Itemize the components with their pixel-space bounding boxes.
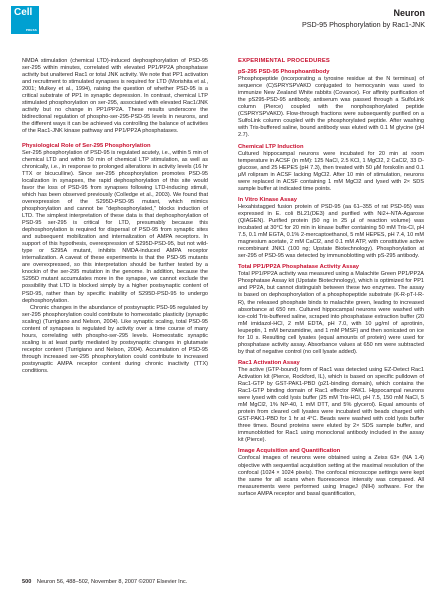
cell-press-logo xyxy=(11,6,39,34)
subsection-text: Total PP1/PP2A activity was measured using a Malachite Green PP1/PP2A Phosphatase Assay kit (Upstate Biotechnology), which is optimized for PP1 and PP2A, but cannot distinguish between these two enzymes. The assay is based on dephosphorylation of a phosphopeptide substrate (K-R-pT-I-R-R), the released phosphate binds to malachite green, leading to increased absorbance at 650 nm. Cultured hippocampal neurons were washed with ice-cold Tris-buffered saline, scraped into phosphatase extraction buffer (20 mM imidazol-HCl, 2 mM EDTA, pH 7.0, with 10 μg/ml of aprotinin, leupeptin, 1 mM benzamidine, and 1 mM PMSF) and then sonicated on ice for 10 s. Resulting cell lysates (equal amounts of protein) were used for phosphatase activity assay. Absorbance values at 650 nm were subtracted by that of negative control (no cell lysate added). xyxy=(238,271,424,355)
subsection-heading: Rac1 Activation Assay xyxy=(238,359,300,366)
journal-name: Neuron xyxy=(393,8,425,18)
subsection-heading: Total PP1/PP2A Phosphatase Activity Assay xyxy=(238,264,360,271)
page-footer xyxy=(22,579,187,585)
subsection-text: Hexahistagged fusion protein of PSD-95 (aa 61–355 of rat PSD-95) was expressed in E. coli BL21(DE3) and purified with Ni2+-NTA-Agarose (QIAGEN). Purified protein (50 ng in 25 μl of reaction volume) was incubated at 30°C for 20 min in kinase buffer containing 50 mM Tris-Cl, pH 7.5, 0.1 mM EGTA, 0.1% 2-mercaptoethanol, 5 mM HEPES, pH 7.4, 10 mM magnesium acetate, 2 mM CaCl2, and 0.1 mM ATP, with constitutive active recombinant JNK1 (100 ng; Upstate Biotechnology). Phosphorylation at ser-295 of PSD-95 was detected by immunoblotting with pS-295 antibody. xyxy=(238,203,424,260)
subsection-heading: In Vitro Kinase Assay xyxy=(238,196,297,203)
left-paragraph-2: Ser-295 phosphorylation of PSD-95 is regulated acutely, i.e., within 5 min of chemical LTD and within 50 min of chemical LTP stimulation, as well as chronically, i.e., in response to prolonged alterations in activity levels (16 hr TTX or bicuculline). Since ser-295 phosphorylation promotes PSD-95 localization in synapses, the rapid dephosphorylation of this site would favor the loss of PSD-95 from synapses following LTD-inducing stimuli, which has been observed previously (Colledge et al., 2003). We found that overexpression of the S295D-PSD-95 mutant, which mimics phosphorylation and cannot be "dephosphorylated," blocks induction of LTD. The simplest interpretation of these data is that dephosphorylation of PSD-95 ser-295 is critical for LTD, presumably because this dephosphorylation is required for dispersal of PSD-95 from synaptic sites and subsequent mobilization and internalization of AMPA receptors. In support of this hypothesis, overexpression of S295D-PSD-95, but not wild-type or S295A mutant, inhibits NMDA-induced AMPA receptor internalization. A caveat of these experiments is that the PSD-95 mutants are overexpressed, so this interpretation should be further tested by a knockin of the ser-295 mutation in the genome. In addition, because the S295D mutant accumulates more in the synapse, we cannot exclude the possibility that LTD is blocked simply by a higher postsynaptic content of PSD-95, rather than by specific inability of S295D-PSD-95 to undergo dephosphorylation. xyxy=(22,149,208,304)
subsection-heading: Image Acquisition and Quantification xyxy=(238,448,341,455)
running-title: PSD-95 Phosphorylation by Rac1-JNK xyxy=(301,20,425,29)
subsection-text: Confocal images of neurons were obtained using a Zeiss 63× (NA 1.4) objective with sequential acquisition setting at the maximal resolution of the confocal (1024 × 1024 pixels). The confocal microscope settings were kept the same for all scans when fluorescence intensity was compared. All measurements were performed using ImageJ (NIH) software. For the surface AMPA receptor and basal quantification, xyxy=(238,455,424,497)
left-paragraph-3: Chronic changes in the abundance of postsynaptic PSD-95 regulated by ser-295 phosphorylation could contribute to homeostatic plasticity (synaptic scaling) (Turrigiano and Nelson, 2004). Like synaptic scaling, total PSD-95 content of synapses is regulated by activity over a time course of many hours, correlating with phospho-ser-295 levels. Homeostatic synaptic scaling is at least partly mediated by postsynaptic changes in glutamate receptor content (Turrigiano and Nelson, 2004). Accumulation of PSD-95 through increased ser-295 phosphorylation could contribute to increased postsynaptic AMPA receptor content during chronic inactivity (TTX) conditions. xyxy=(22,304,208,375)
citation: Neuron 56, 488–502, November 8, 2007 ©2007 Elsevier Inc. xyxy=(36,579,188,585)
page-number: 500 xyxy=(22,579,32,585)
left-column xyxy=(22,58,208,375)
subsection-text: Cultured hippocampal neurons were incubated for 20 min at room temperature in ACSF (in mM): 125 NaCl, 2.5 KCl, 1 MgCl2, 2 CaCl2, 33 D-glucose, and 25 HEPES (pH 7.3), then treated with 50 μM forskolin and 0.1 μM rolipram in ACSF lacking MgCl2. After 10 min of stimulation, neurons were replaced in ACSF containing 1 mM MgCl2 and lysed with 2× SDS sample buffer at indicated time points. xyxy=(238,150,424,192)
experimental-procedures-title: EXPERIMENTAL PROCEDURES xyxy=(238,58,330,64)
right-column xyxy=(238,58,424,498)
logo-text: Cell xyxy=(14,7,33,18)
subsection-text: Phosphopeptide (incorporating a tyrosine residue at the N terminus) of sequence (C)SPRYSPVAKD conjugated to hemocyanin was used to immunize New Zealand White rabbits (Covance). For affinity purification of the pS295-PSD-95 antibody, antiserum was passed through a SulfoLink column (Pierce) coupled with the nonphosphorylated peptide (CSPRYSPVAKD). Flow-through fractions were subsequently purified on a SulfoLink column coupled with the phosphorylated peptide. After washing with Tris-buffered saline, bound antibody was eluted with 0.1 M glycine (pH 2.7). xyxy=(238,76,424,139)
logo-press-text: PRESS xyxy=(25,28,37,32)
left-section-heading: Physiological Role of Ser-295 Phosphorylation xyxy=(22,142,151,149)
left-paragraph-1: NMDA stimulation (chemical LTD)-induced dephosphorylation of PSD-95 ser-295 within minutes, correlated with elevated PP1/PP2A phosphatase activity but unaltered Rac1 or total JNK activity. We note that PP1 activation and recruitment to stimulated synapses is required for LTD (Morishita et al., 2001; Mulkey et al., 1994), raising the question of whether PSD-95 is a critical substrate of PP1 in synaptic depression. In contrast, chemical LTP stimulated phosphorylation on ser-295, associated with elevated Rac1/JNK activity but no change in PP1/PP2A. These results underscore the bidirectional regulation of phospho-ser-295-PSD-95 levels in neurons, and the different ways it can be achieved via controlling the balance of activities of the Rac1-JNK kinase pathway and PP1/PP2A phosphatases. xyxy=(22,58,208,135)
subsection-text: The active (GTP-bound) form of Rac1 was detected using EZ-Detect Rac1 Activation kit (Pierce, Rockford, IL), which is based on specific pulldown of Rac1-GTP by GST-PAK1-PBD (p21-binding domain), which contains the Rac1-GTP binding domain of Rac1 effector PAK1. Hippocampal neurons were lysed with cold lysis buffer (25 mM Tris-HCl, pH 7.5, 150 mM NaCl, 5 mM MgCl2, 1% NP-40, 1 mM DTT, and 5% glycerol). Equal amounts of protein from cleared cell lysates were incubated with beads charged with GST-PAK1-PBD for 1 hr at 4°C. Beads were washed with cold lysis buffer three times. Bound proteins were eluted by 2× SDS sample buffer, and immunoblotted for Rac1 using monoclonal antibody included in the assay kit (Pierce). xyxy=(238,366,424,444)
subsection-heading: Chemical LTP Induction xyxy=(238,143,304,150)
subsection-heading: pS-295 PSD-95 Phosphoantibody xyxy=(238,69,330,76)
